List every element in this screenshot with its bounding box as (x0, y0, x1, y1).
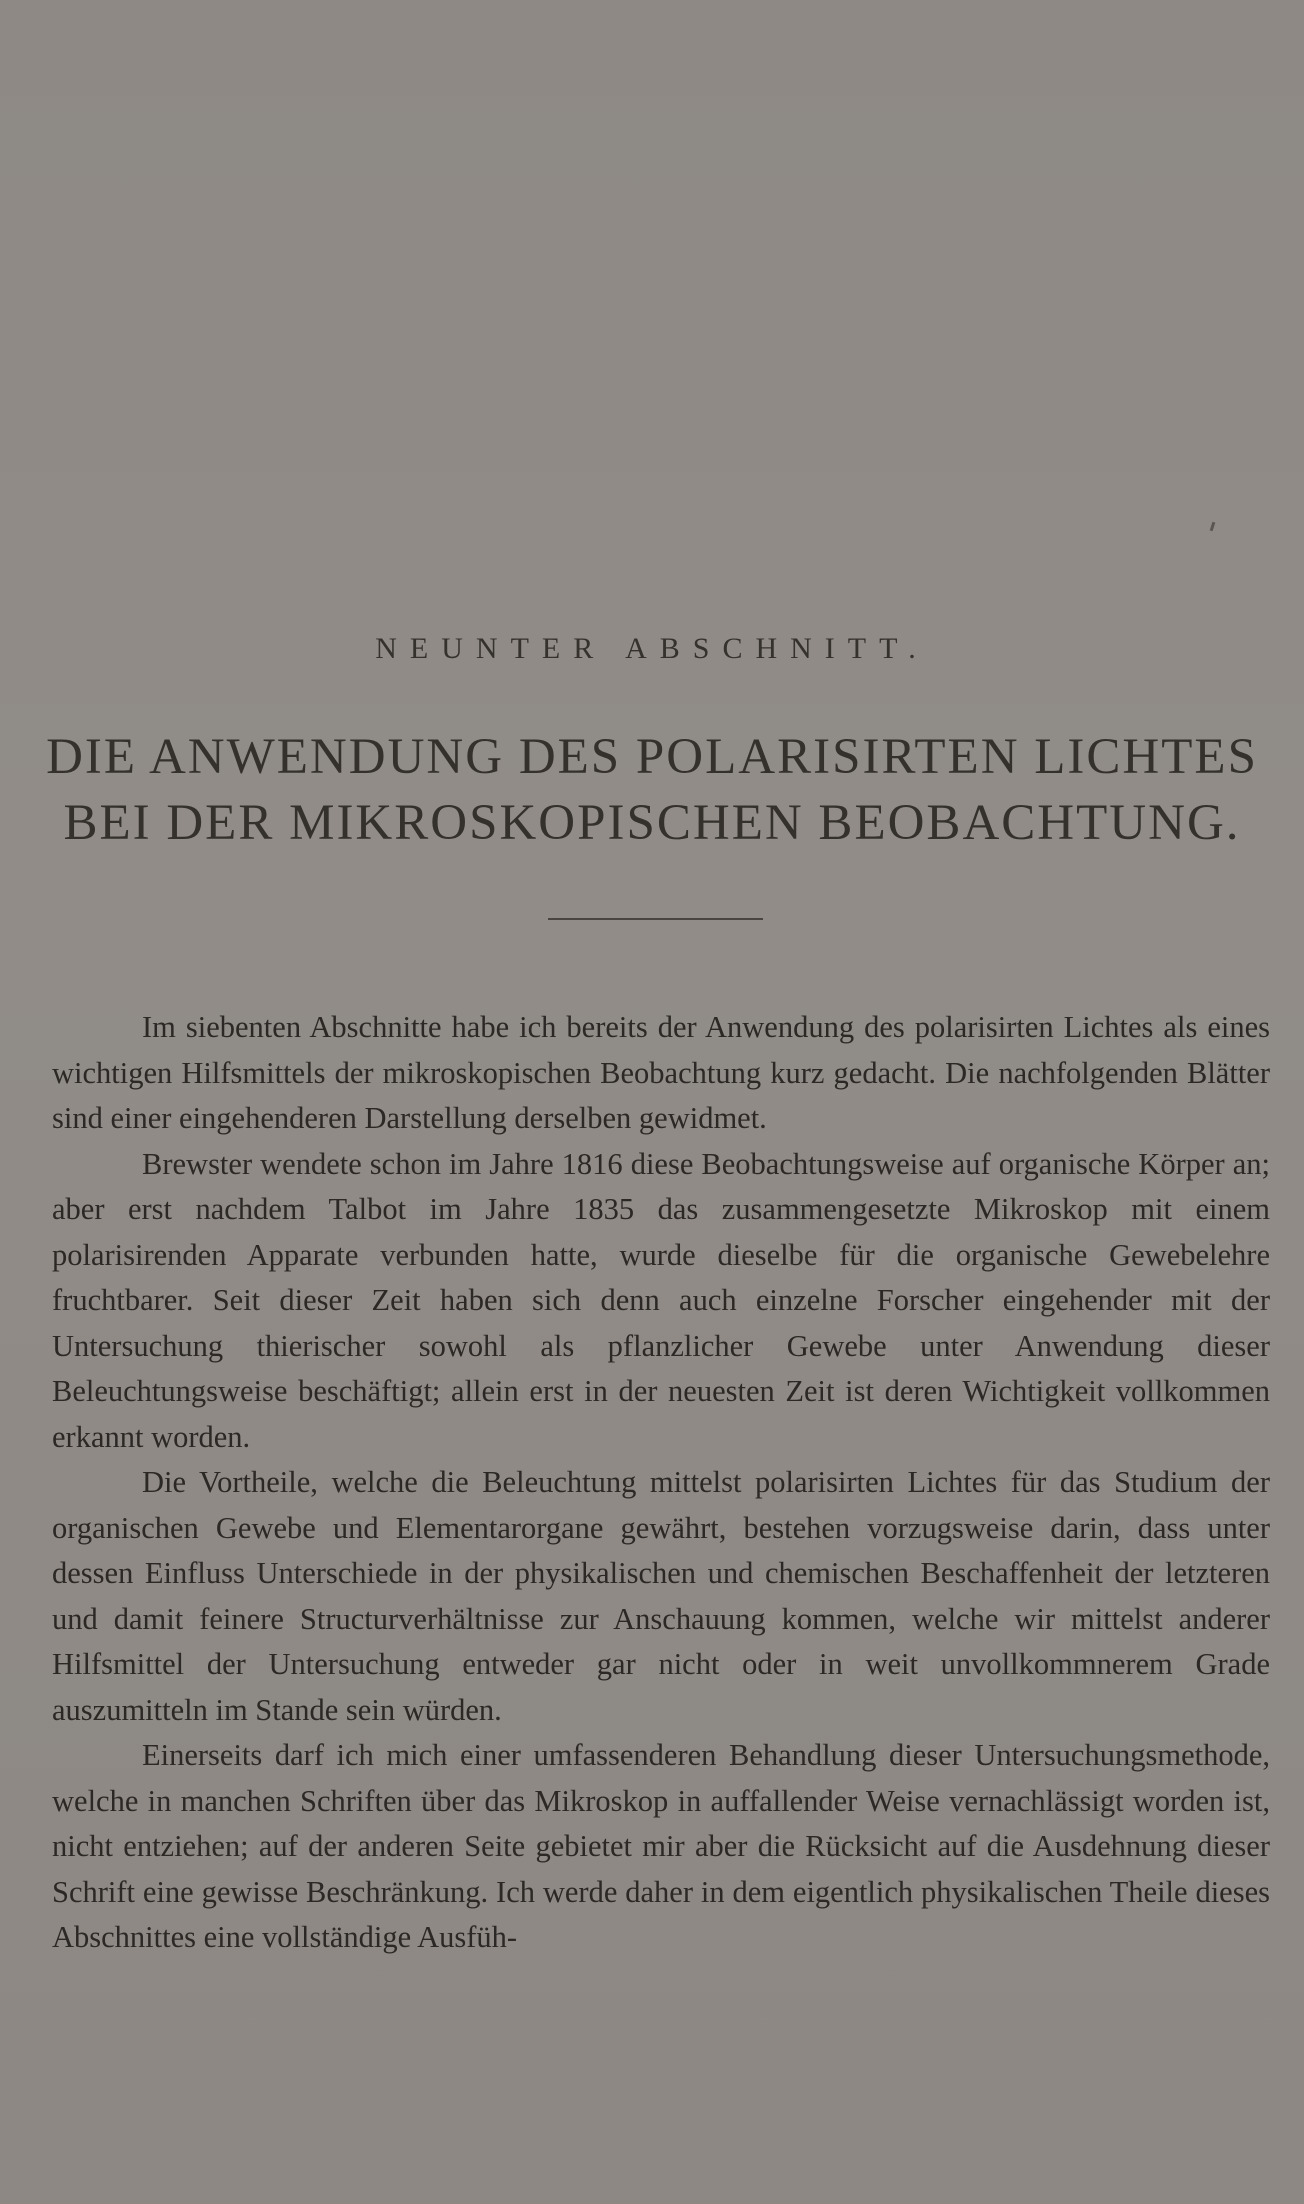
paragraph-3: Die Vortheile, welche die Beleuchtung mittelst polarisirten Lichtes für das Studium der organischen Gewebe und Elementarorgane gewährt, bestehen vorzugsweise darin, dass unter dessen Einfluss Unterschiede in der physikalischen und chemischen Beschaffenheit der letzteren und damit feinere Structurverhältnisse zur Anschauung kommen, welche wir mittelst anderer Hilfsmittel der Untersuchung entweder gar nicht oder in weit unvollkommnerem Grade auszumitteln im Stande sein würden. (52, 1465, 1270, 1727)
body-text (52, 1005, 1270, 1961)
chapter-title-line-2: BEI DER MIKROSKOPISCHEN BEOBACHTUNG. (63, 795, 1241, 851)
chapter-title (40, 724, 1264, 856)
title-divider (548, 918, 763, 920)
section-label: NEUNTER ABSCHNITT. (375, 632, 929, 665)
paragraph-1: Im siebenten Abschnitte habe ich bereits der Anwendung des polarisirten Lichtes als eines wichtigen Hilfsmittels der mikroskopischen Beobachtung kurz gedacht. Die nachfolgenden Blätter sind einer eingehenderen Darstellung derselben gewidmet. (52, 1010, 1270, 1135)
paragraph-4: Einerseits darf ich mich einer umfassenderen Behandlung dieser Untersuchungsmethode, welche in manchen Schriften über das Mikroskop in auffallender Weise vernachlässigt worden ist, nicht entziehen; auf der anderen Seite gebietet mir aber die Rücksicht auf die Ausdehnung dieser Schrift eine gewisse Beschränkung. Ich werde daher in dem eigentlich physikalischen Theile dieses Abschnittes eine vollständige Ausfüh- (52, 1738, 1270, 1954)
chapter-title-line-1: DIE ANWENDUNG DES POLARISIRTEN LICHTES (46, 729, 1258, 785)
paragraph-2: Brewster wendete schon im Jahre 1816 diese Beobachtungsweise auf organische Körper an; aber erst nachdem Talbot im Jahre 1835 das zusammengesetzte Mikroskop mit einem polarisirenden Apparate verbunden hatte, wurde dieselbe für die organische Gewebelehre fruchtbarer. Seit dieser Zeit haben sich denn auch einzelne Forscher eingehender mit der Untersuchung thierischer sowohl als pflanzlicher Gewebe unter Anwendung dieser Beleuchtungsweise beschäftigt; allein erst in der neuesten Zeit ist deren Wichtigkeit vollkommen erkannt worden. (52, 1146, 1270, 1454)
paper-speck (1210, 522, 1216, 531)
